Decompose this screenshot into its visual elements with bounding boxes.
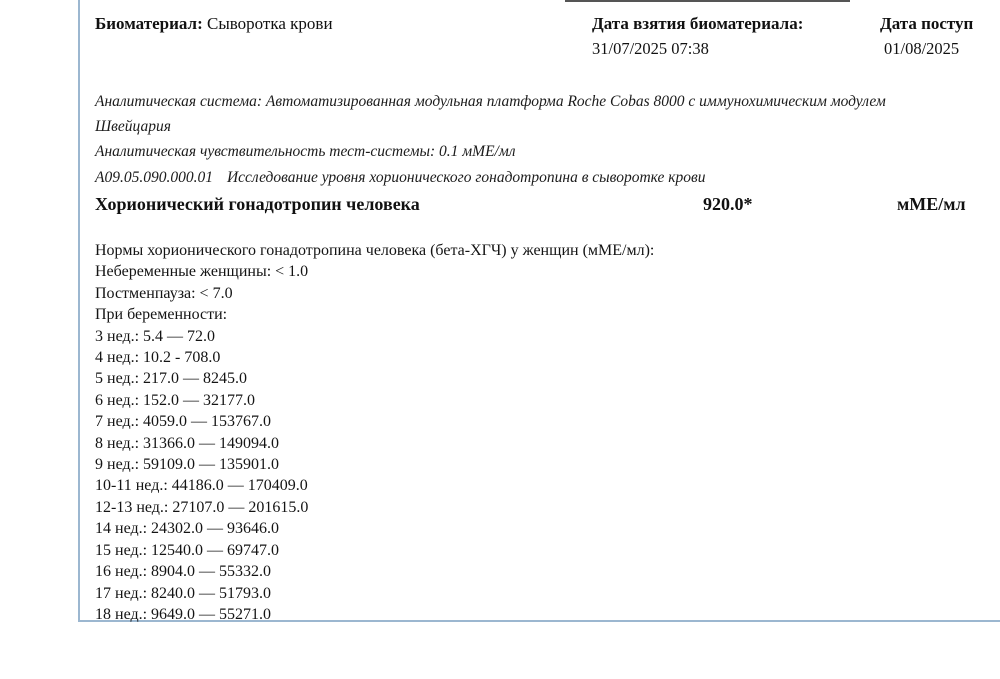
receipt-date-value: 01/08/2025	[884, 39, 960, 58]
service-code: А09.05.090.000.01	[95, 169, 213, 186]
reference-line: 4 нед.: 10.2 - 708.0	[95, 349, 221, 367]
result-test-name: Хорионический гонадотропин человека	[95, 194, 420, 214]
reference-line: 7 нед.: 4059.0 — 153767.0	[95, 413, 272, 431]
analytic-system-line2: Швейцария	[95, 118, 171, 135]
reference-line: 16 нед.: 8904.0 — 55332.0	[95, 563, 272, 581]
analytic-system-line: Аналитическая система: Автоматизированная модульная платформа Roche Cobas 8000 с иммунохимическим модулем	[95, 93, 886, 110]
biomaterial-value: Сыворотка крови	[206, 14, 333, 33]
reference-line: 14 нед.: 24302.0 — 93646.0	[95, 520, 280, 538]
result-unit: мМЕ/мл	[897, 194, 966, 214]
biomaterial-label: Биоматериал:	[95, 14, 203, 33]
reference-title: Нормы хорионического гонадотропина человека (бета-ХГЧ) у женщин (мМЕ/мл):	[95, 242, 655, 259]
collection-date-label: Дата взятия биоматериала:	[592, 14, 804, 33]
collection-date-value: 31/07/2025 07:38	[592, 39, 709, 58]
reference-line: 18 нед.: 9649.0 — 55271.0	[95, 605, 272, 623]
reference-line: 17 нед.: 8240.0 — 51793.0	[95, 584, 272, 602]
service-name: Исследование уровня хорионического гонадотропина в сыворотке крови	[226, 169, 706, 186]
reference-line: 6 нед.: 152.0 — 32177.0	[95, 391, 256, 409]
reference-line: 3 нед.: 5.4 — 72.0	[95, 327, 216, 345]
sensitivity-line: Аналитическая чувствительность тест-системы: 0.1 мМЕ/мл	[95, 143, 516, 160]
reference-line: Постменпауза: < 7.0	[95, 284, 233, 302]
reference-line: 12-13 нед.: 27107.0 — 201615.0	[95, 498, 309, 516]
table-rule	[565, 0, 850, 2]
reference-line: 8 нед.: 31366.0 — 149094.0	[95, 434, 280, 452]
reference-line: Небеременные женщины: < 1.0	[95, 263, 309, 281]
reference-line: 15 нед.: 12540.0 — 69747.0	[95, 541, 280, 559]
result-value: 920.0*	[703, 194, 753, 214]
biomaterial-line	[95, 13, 333, 35]
reference-ranges	[95, 240, 654, 625]
reference-line: При беременности:	[95, 306, 228, 324]
receipt-date-label: Дата поступ	[880, 14, 974, 33]
reference-line: 5 нед.: 217.0 — 8245.0	[95, 370, 248, 388]
service-code-line	[95, 169, 706, 187]
reference-line: 10-11 нед.: 44186.0 — 170409.0	[95, 477, 308, 495]
reference-line: 9 нед.: 59109.0 — 135901.0	[95, 456, 280, 474]
